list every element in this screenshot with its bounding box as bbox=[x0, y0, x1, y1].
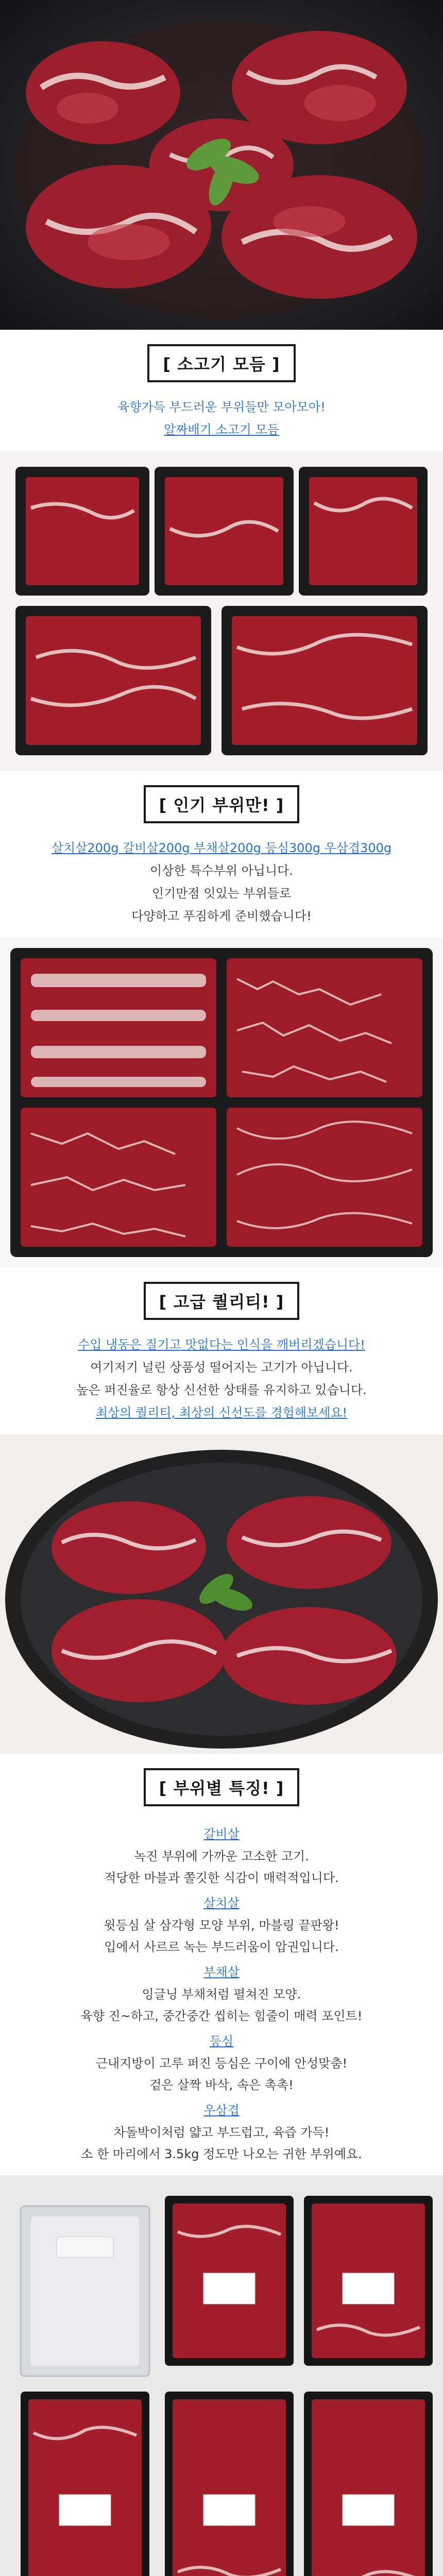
feature-name-usamgyeop: 우삼겹 bbox=[203, 2103, 240, 2117]
feature-desc-galbisal-1: 녹진 부위에 가까운 고소한 고기. bbox=[134, 1849, 309, 1863]
popular-line-1: 이상한 특수부위 아닙니다. bbox=[150, 863, 293, 878]
features-title: [ 부위별 특징! ] bbox=[144, 1768, 300, 1806]
feature-desc-buchaesal-1: 잉글닝 부채처럼 펼쳐진 모양. bbox=[142, 1987, 301, 2002]
quality-line-3: 높은 퍼진율로 항상 신선한 상태를 유지하고 있습니다. bbox=[76, 1383, 367, 1397]
popular-section bbox=[0, 771, 443, 938]
feature-desc-deungsim-1: 근내지방이 고루 퍼진 등심은 구이에 안성맞춤! bbox=[95, 2056, 348, 2071]
feature-desc-usamgyeop-1: 차돌박이처럼 얇고 부드럽고, 육즙 가득! bbox=[113, 2125, 330, 2140]
grill-platter-photo bbox=[0, 1434, 443, 1754]
intro-title: [ 소고기 모듬 ] bbox=[147, 344, 295, 382]
feature-name-galbisal: 갈비살 bbox=[203, 1827, 240, 1841]
meat-cuts-photo bbox=[0, 938, 443, 1267]
quality-title: [ 고급 퀄리티! ] bbox=[144, 1282, 300, 1320]
feature-name-buchaesal: 부채살 bbox=[203, 1965, 240, 1979]
intro-line-2: 알짜배기 소고기 모듬 bbox=[164, 422, 279, 437]
feature-name-salchisal: 살치살 bbox=[203, 1896, 240, 1910]
meat-trays-photo bbox=[0, 451, 443, 771]
feature-desc-usamgyeop-2: 소 한 마리에서 3.5kg 정도만 나오는 귀한 부위예요. bbox=[81, 2147, 362, 2161]
feature-desc-salchisal-2: 입에서 사르르 녹는 부드러움이 압권입니다. bbox=[104, 1940, 339, 1954]
intro-section bbox=[0, 330, 443, 451]
hero-meat-platter-photo bbox=[0, 0, 443, 330]
feature-desc-galbisal-2: 적당한 마블과 쫄깃한 식감이 매력적입니다. bbox=[104, 1871, 339, 1885]
quality-line-2: 여기저기 널린 상품성 떨어지는 고기가 아닙니다. bbox=[90, 1360, 353, 1375]
feature-desc-deungsim-2: 겉은 살짝 바삭, 속은 촉촉! bbox=[149, 2078, 294, 2092]
feature-name-deungsim: 등심 bbox=[209, 2034, 234, 2048]
feature-desc-buchaesal-2: 육향 진~하고, 중간중간 씹히는 힘줄이 매력 포인트! bbox=[80, 2009, 363, 2023]
individual-package-photo bbox=[0, 2175, 443, 2576]
popular-title: [ 인기 부위만! ] bbox=[144, 785, 300, 823]
intro-line-1: 육향가득 부드러운 부위들만 모아모아! bbox=[117, 400, 326, 414]
quality-line-1: 수입 냉동은 질기고 맛없다는 인식을 깨버리겠습니다! bbox=[78, 1337, 365, 1352]
features-section bbox=[0, 1754, 443, 2175]
popular-line-2: 인기만점 잇있는 부위들로 bbox=[151, 886, 292, 901]
quality-section bbox=[0, 1267, 443, 1434]
feature-desc-salchisal-1: 윗등심 살 삼각형 모양 부위, 마블링 끝판왕! bbox=[104, 1918, 339, 1933]
popular-items-line: 살치살200g 갈비살200g 부채살200g 등심300g 우삼겹300g bbox=[51, 841, 392, 855]
popular-line-3: 다양하고 푸짐하게 준비했습니다! bbox=[131, 909, 312, 923]
quality-line-4: 최상의 퀄리티, 최상의 신선도를 경험해보세요! bbox=[95, 1405, 348, 1420]
